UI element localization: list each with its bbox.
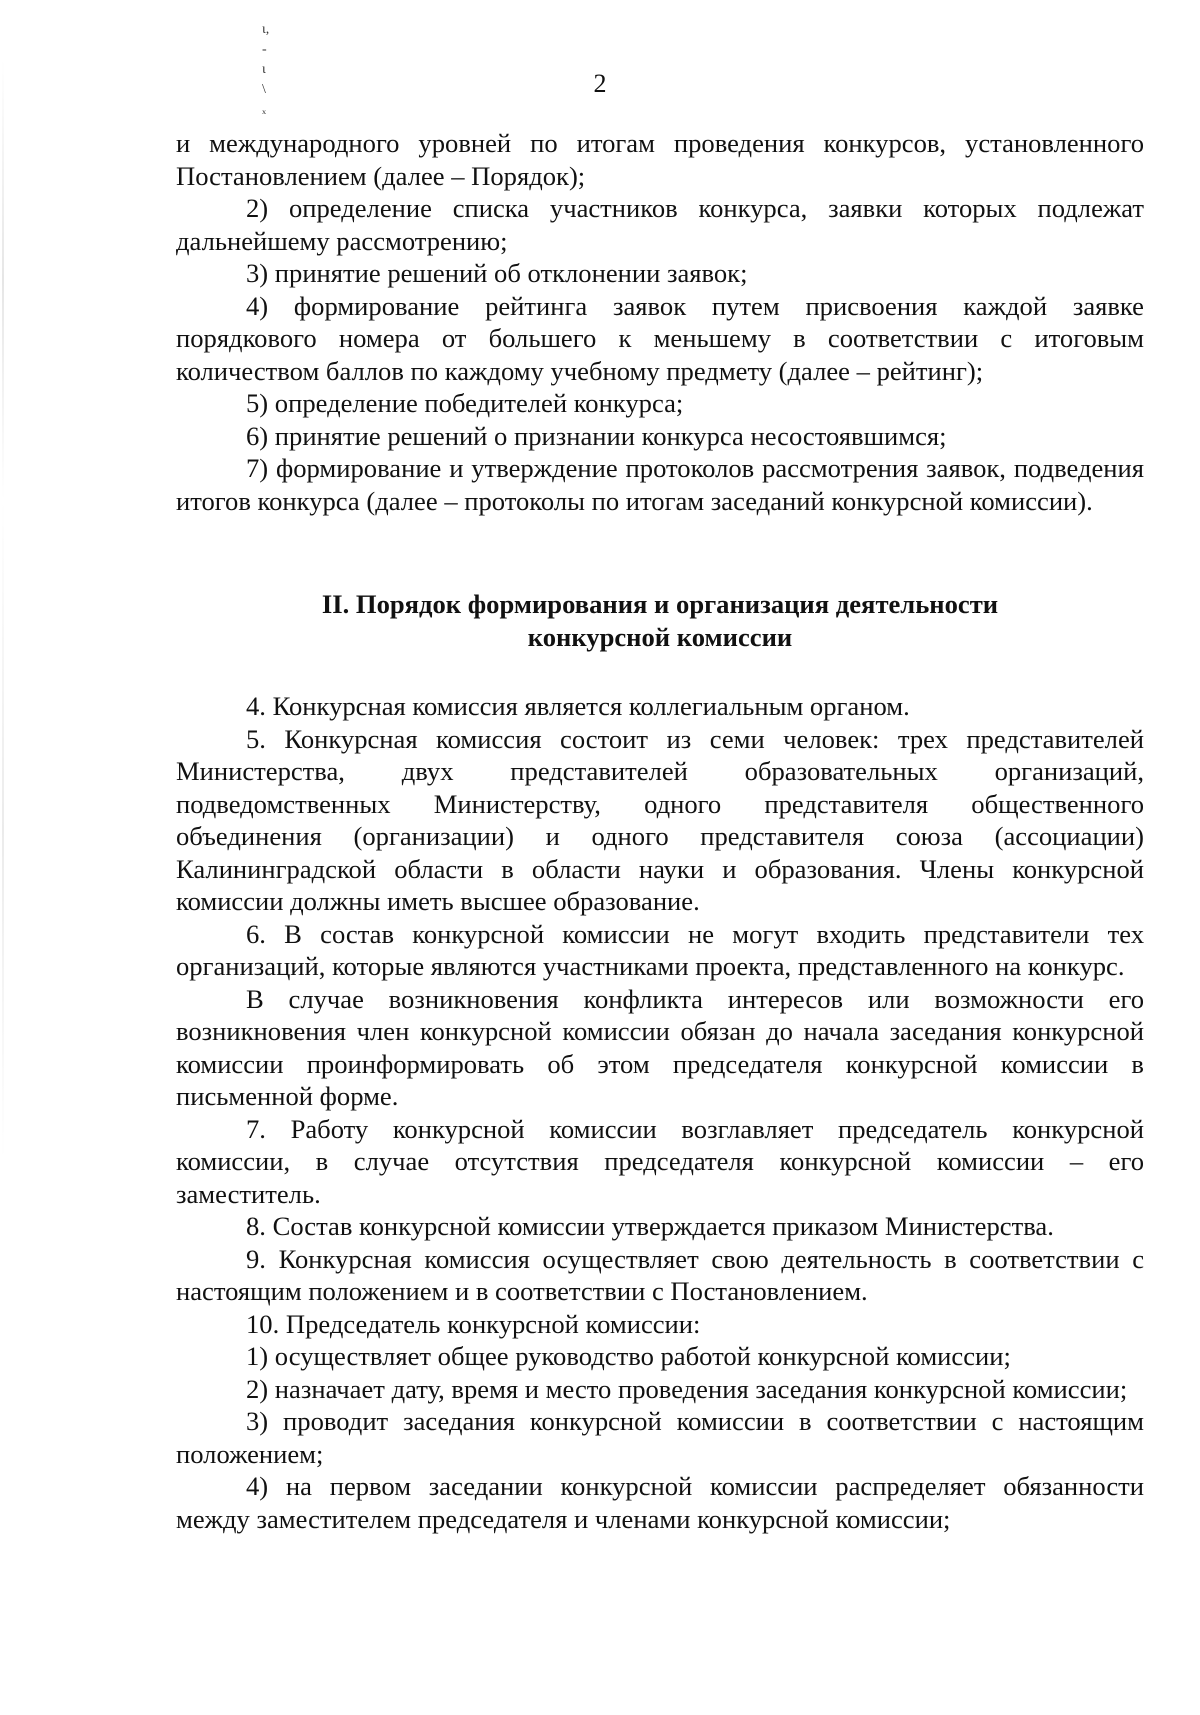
body-text-top [176, 127, 1144, 517]
paragraph: 3) проводит заседания конкурсной комиссии в соответствии с настоящим положением; [176, 1406, 1144, 1469]
scan-edge-shadow [2, 60, 4, 1160]
paragraph: 4) на первом заседании конкурсной комиссии распределяет обязанности между заместителем председателя и членами конкурсной комиссии; [176, 1471, 1144, 1534]
paragraph: 4) формирование рейтинга заявок путем присвоения каждой заявке порядкового номера от большего к меньшему в соответствии с итоговым количеством баллов по каждому учебному предмету (далее – рейтинг); [176, 290, 1144, 386]
paragraph: 7) формирование и утверждение протоколов рассмотрения заявок, подведения итогов конкурса (далее – протоколы по итогам заседаний конкурсной комиссии). [176, 453, 1144, 516]
paragraph: 6) принятие решений о признании конкурса несостоявшимся; [246, 420, 947, 451]
paragraph: 10. Председатель конкурсной комиссии: [246, 1308, 701, 1339]
scan-mark: ₓ [262, 102, 267, 117]
paragraph: 9. Конкурсная комиссия осуществляет свою деятельность в соответствии с настоящим положением и в соответствии с Постановлением. [176, 1243, 1144, 1306]
paragraph: 5. Конкурсная комиссия состоит из семи человек: трех представителей Министерства, двух представителей образовательных организаций, подведомственных Министерству, одного представителя общественного объединения (организации) и одного представителя союза (ассоциации) Калининградской области в области науки и образования. Члены конкурсной комиссии должны иметь высшее образование. [176, 723, 1144, 916]
scan-mark: ι [262, 62, 266, 77]
paragraph: 4. Конкурсная комиссия является коллегиальным органом. [246, 691, 910, 721]
paragraph: В случае возникновения конфликта интересов или возможности его возникновения член конкурсной комиссии обязан до начала заседания конкурсной комиссии проинформировать об этом председателя конкурсной комиссии в письменной форме. [176, 983, 1144, 1111]
paragraph: 6. В состав конкурсной комиссии не могут входить представители тех организаций, которые являются участниками проекта, представленного на конкурс. [176, 918, 1144, 981]
scan-mark: ι, [262, 22, 270, 37]
page-number: 2 [593, 69, 607, 98]
section-heading [176, 588, 1144, 653]
paragraph: и международного уровней по итогам проведения конкурсов, установленного Постановлением (далее – Порядок); [176, 128, 1144, 191]
body-text-bottom [176, 690, 1144, 1535]
paragraph: 7. Работу конкурсной комиссии возглавляет председатель конкурсной комиссии, в случае отсутствия председателя конкурсной комиссии – его заместитель. [176, 1113, 1144, 1209]
paragraph: 8. Состав конкурсной комиссии утверждается приказом Министерства. [246, 1211, 1054, 1241]
scan-mark: \ [262, 82, 266, 97]
paragraph: 5) определение победителей конкурса; [246, 388, 684, 418]
section-heading-line: II. Порядок формирования и организация деятельности [321, 589, 999, 619]
paragraph: 1) осуществляет общее руководство работой конкурсной комиссии; [246, 1341, 1011, 1371]
paragraph: 2) определение списка участников конкурса, заявки которых подлежат дальнейшему рассмотрению; [176, 193, 1144, 256]
scan-mark: - [262, 42, 267, 57]
paragraph: 3) принятие решений об отклонении заявок; [246, 258, 748, 288]
paragraph: 2) назначает дату, время и место проведения заседания конкурсной комиссии; [246, 1373, 1128, 1404]
section-heading-line: конкурсной комиссии [527, 621, 793, 652]
